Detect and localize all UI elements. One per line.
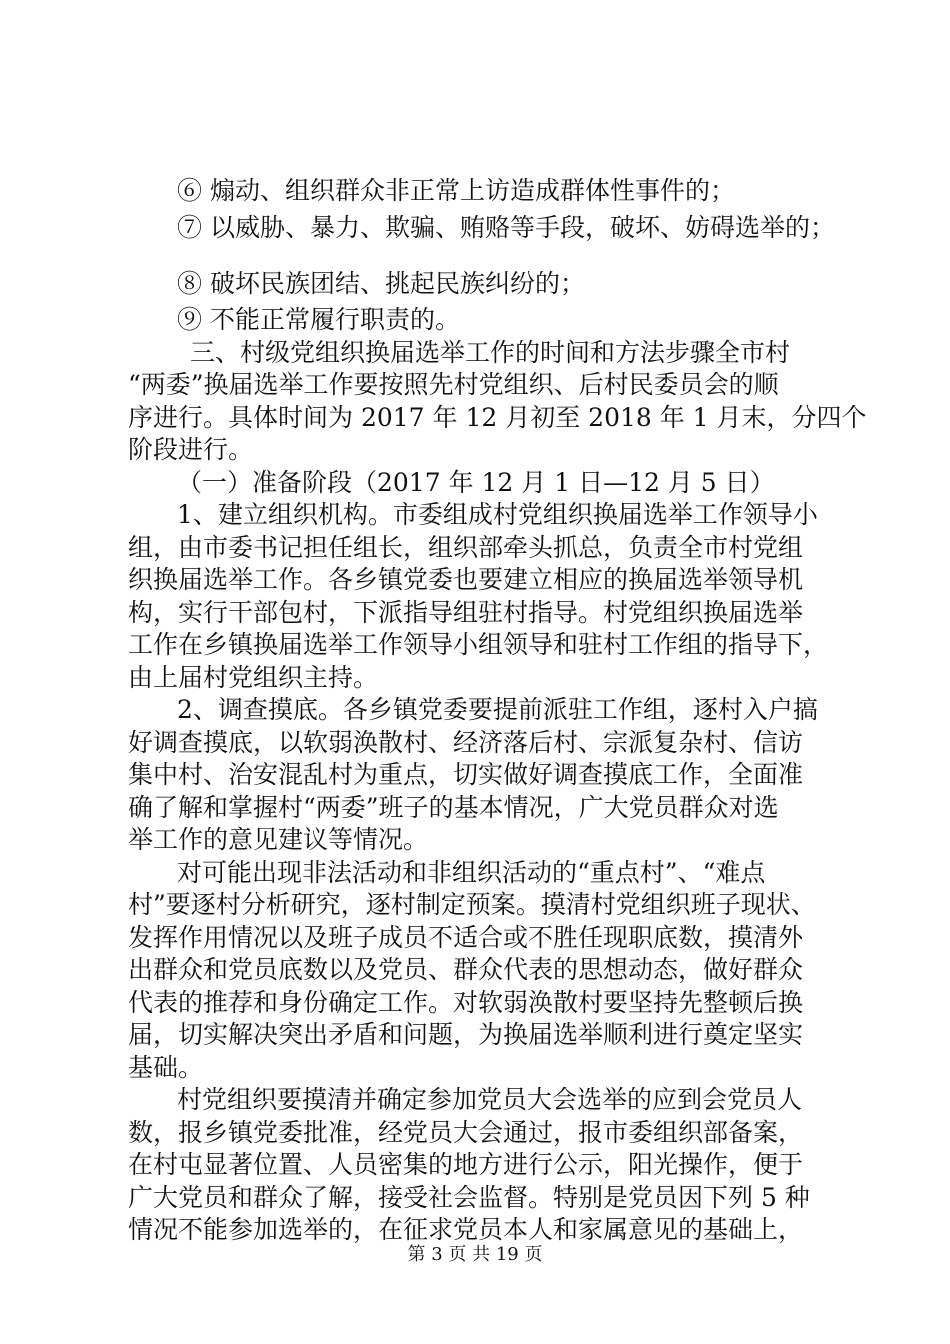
paragraph-line: 广大党员和群众了解，接受社会监督。特别是党员因下列 5 种: [128, 1183, 810, 1212]
paragraph-line: 数，报乡镇党委批准，经党员大会通过，报市委组织部备案，: [128, 1118, 804, 1147]
paragraph-line: 对可能出现非法活动和非组织活动的“重点村”、“难点: [177, 858, 766, 887]
paragraph-line: 工作在乡镇换届选举工作领导小组领导和驻村工作组的指导下，: [128, 630, 829, 659]
paragraph-line: 2、调查摸底。各乡镇党委要提前派驻工作组，逐村入户搞: [177, 695, 818, 724]
paragraph-line: 届，切实解决突出矛盾和问题，为换届选举顺利进行奠定坚实: [128, 1020, 804, 1049]
paragraph-line: 出群众和党员底数以及党员、群众代表的思想动态，做好群众: [128, 955, 804, 984]
paragraph-line: 代表的推荐和身份确定工作。对软弱涣散村要坚持先整顿后换: [128, 988, 804, 1017]
paragraph-line: 织换届选举工作。各乡镇党委也要建立相应的换届选举领导机: [128, 565, 804, 594]
paragraph-line: 村党组织要摸清并确定参加党员大会选举的应到会党员人: [177, 1085, 803, 1114]
paragraph-line: 好调查摸底，以软弱涣散村、经济落后村、宗派复杂村、信访: [128, 728, 804, 757]
paragraph-line: 由上届村党组织主持。: [128, 663, 379, 692]
paragraph-line: 序进行。具体时间为 2017 年 12 月初至 2018 年 1 月末，分四个: [128, 403, 867, 432]
section-heading-3: 三、村级党组织换届选举工作的时间和方法步骤全市村: [190, 338, 791, 367]
list-item-6: ⑥ 煽动、组织群众非正常上访造成群体性事件的；: [177, 176, 735, 205]
page-number-footer: 第 3 页 共 19 页: [407, 1244, 543, 1265]
paragraph-line: 基础。: [128, 1053, 204, 1082]
paragraph-line: 村”要逐村分析研究，逐村制定预案。摸清村党组织班子现状、: [128, 890, 816, 919]
subsection-heading: （一）准备阶段（2017 年 12 月 1 日—12 月 5 日）: [177, 468, 775, 497]
paragraph-line: “两委”换届选举工作要按照先村党组织、后村民委员会的顺: [128, 370, 779, 399]
paragraph-line: 确了解和掌握村“两委”班子的基本情况，广大党员群众对选: [128, 793, 779, 822]
paragraph-line: 举工作的意见建议等情况。: [128, 825, 429, 854]
paragraph-line: 发挥作用情况以及班子成员不适合或不胜任现职底数，摸清外: [128, 923, 804, 952]
list-item-7: ⑦ 以威胁、暴力、欺骗、贿赂等手段，破坏、妨碍选举的；: [177, 213, 835, 242]
list-item-9: ⑨ 不能正常履行职责的。: [177, 305, 460, 334]
paragraph-line: 集中村、治安混乱村为重点，切实做好调查摸底工作，全面准: [128, 760, 804, 789]
paragraph-line: 情况不能参加选举的，在征求党员本人和家属意见的基础上，: [128, 1215, 804, 1244]
paragraph-line: 1、建立组织机构。市委组成村党组织换届选举工作领导小: [177, 500, 818, 529]
paragraph-line: 在村屯显著位置、人员密集的地方进行公示，阳光操作，便于: [128, 1150, 804, 1179]
paragraph-line: 构，实行干部包村，下派指导组驻村指导。村党组织换届选举: [128, 598, 804, 627]
paragraph-line: 组，由市委书记担任组长，组织部牵头抓总，负责全市村党组: [128, 533, 804, 562]
paragraph-line: 阶段进行。: [128, 435, 254, 464]
list-item-8: ⑧ 破坏民族团结、挑起民族纠纷的；: [177, 269, 585, 298]
